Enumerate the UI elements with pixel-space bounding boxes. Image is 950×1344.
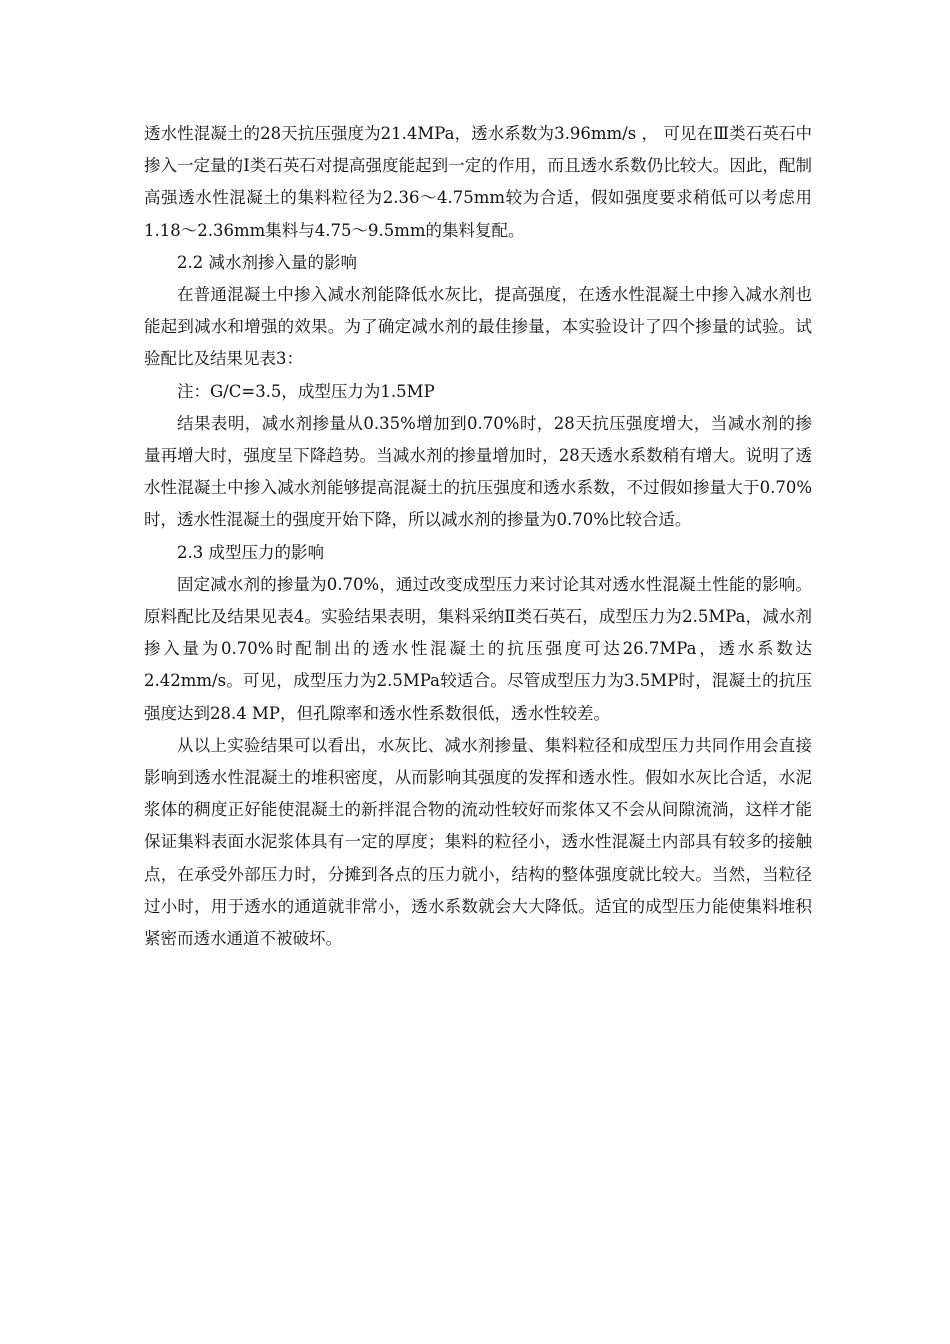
paragraph-aggregate-conclusion: 透水性混凝土的28天抗压强度为21.4MPa，透水系数为3.96mm/s ， 可见在Ⅲ类石英石中掺入一定量的Ⅰ类石英石对提高强度能起到一定的作用，而且透水系数仍比较大。因此，配制高强透水性混凝土的集料粒径为2.36～4.75mm较为合适，假如强度要求稍低可以考虑用1.18～2.36mm集料与4.75～9.5mm的集料复配。 xyxy=(144,124,812,240)
section-heading-2-3: 2.3 成型压力的影响 xyxy=(177,542,324,562)
section-heading-2-2: 2.2 减水剂掺入量的影响 xyxy=(177,252,357,272)
table-note: 注：G/C=3.5，成型压力为1.5MP xyxy=(177,381,435,401)
paragraph-forming-pressure: 固定减水剂的掺量为0.70%，通过改变成型压力来讨论其对透水性混凝土性能的影响。原料配比及结果见表4。实验结果表明，集料采纳Ⅱ类石英石，成型压力为2.5MPa，减水剂掺入量为0.70%时配制出的透水性混凝土的抗压强度可达26.7MPa，透水系数达2.42mm/s。可见，成型压力为2.5MPa较适合。尽管成型压力为3.5MP时，混凝土的抗压强度达到28.4 MP，但孔隙率和透水性系数很低，透水性较差。 xyxy=(144,574,812,723)
document-body xyxy=(144,118,812,955)
paragraph-water-reducer-results: 结果表明，减水剂掺量从0.35%增加到0.70%时，28天抗压强度增大，当减水剂的掺量再增大时，强度呈下降趋势。当减水剂的掺量增加时，28天透水系数稍有增大。说明了透水性混凝土中掺入减水剂能够提高混凝土的抗压强度和透水系数，不过假如掺量大于0.70%时，透水性混凝土的强度开始下降，所以减水剂的掺量为0.70%比较合适。 xyxy=(144,413,812,530)
paragraph-water-reducer-intro: 在普通混凝土中掺入减水剂能降低水灰比，提高强度，在透水性混凝土中掺入减水剂也能起到减水和增强的效果。为了确定减水剂的最佳掺量，本实验设计了四个掺量的试验。试验配比及结果见表3： xyxy=(144,285,812,369)
paragraph-summary: 从以上实验结果可以看出，水灰比、减水剂掺量、集料粒径和成型压力共同作用会直接影响到透水性混凝土的堆积密度，从而影响其强度的发挥和透水性。假如水灰比合适，水泥浆体的稠度正好能使混凝土的新拌混合物的流动性较好而浆体又不会从间隙流淌，这样才能保证集料表面水泥浆体具有一定的厚度；集料的粒径小，透水性混凝土内部具有较多的接触点，在承受外部压力时，分摊到各点的压力就小，结构的整体强度就比较大。当然，当粒径过小时，用于透水的通道就非常小，透水系数就会大大降低。适宜的成型压力能使集料堆积紧密而透水通道不被破坏。 xyxy=(144,735,812,949)
